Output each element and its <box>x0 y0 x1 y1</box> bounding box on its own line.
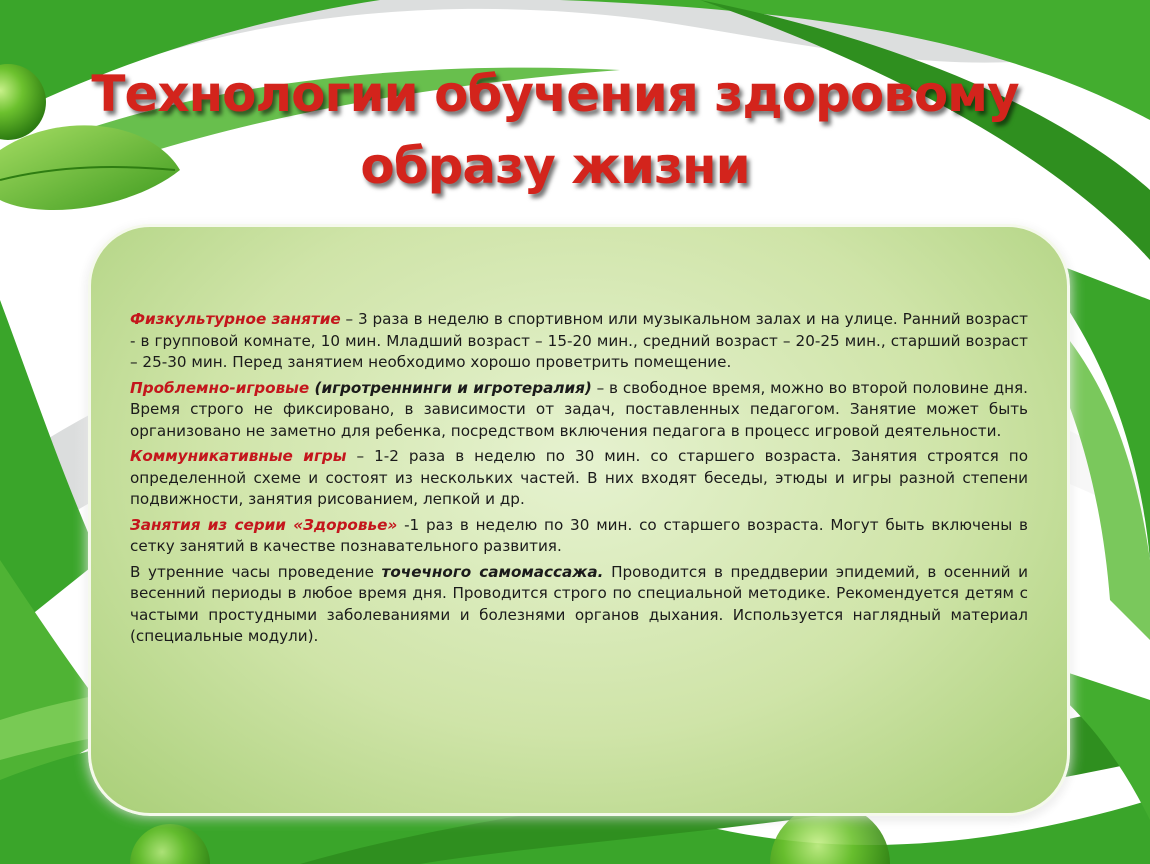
term-physical-education: Физкультурное занятие <box>130 310 341 328</box>
paragraph-text: – 3 раза в неделю в спортивном или музыкальном залах и на улице. Ранний возраст - в групповой комнате, 10 мин. Младший возраст – 15-20 мин., средний возраст – 20-25 мин., старший возраст – 25-30 мин. Перед занятием необходимо хорошо проветрить помещение. <box>130 310 1028 371</box>
content-text <box>130 309 1028 652</box>
term-self-massage: точечного самомассажа. <box>381 562 604 581</box>
paragraph-physical-education <box>130 309 1028 374</box>
title-line-2: образу жизни <box>360 137 750 195</box>
term-health-series: Занятия из серии «Здоровье» <box>130 515 398 534</box>
paragraph-self-massage <box>130 562 1028 648</box>
slide-title <box>0 58 1110 202</box>
paragraph-text: – в свободное время, можно во второй половине дня. Время строго не фиксировано, в зависимости от задач, поставленных педагогом. Занятие может быть организовано не заметно для ребенка, посредством включения педагога в процесс игровой деятельности. <box>130 378 1028 440</box>
paragraph-text: Проводится в преддверии эпидемий, в осенний и весенний периоды в любое время дня. Проводится строго по специальной методике. Рекомендуется детям с частыми простудными заболеваниями и болезнями органов дыхания. Используется наглядный материал (специальные модули). <box>130 562 1028 645</box>
term-problem-games: Проблемно-игровые <box>130 378 310 397</box>
paragraph-communicative-games <box>130 446 1028 511</box>
term-extra: (игротреннинги и игротералия) <box>309 378 592 397</box>
paragraph-problem-games <box>130 378 1028 443</box>
paragraph-health-series <box>130 515 1028 558</box>
paragraph-text: – 1-2 раза в неделю по 30 мин. со старшего возраста. Занятия строятся по определенной схеме и состоят из нескольких частей. В них входят беседы, этюды и игры разной степени подвижности, занятия рисованием, лепкой и др. <box>130 447 1028 508</box>
term-communicative-games: Коммуникативные игры <box>130 447 347 465</box>
paragraph-text: -1 раз в неделю по 30 мин. со старшего возраста. Могут быть включены в сетку занятий в качестве познавательного развития. <box>130 515 1028 555</box>
paragraph-text-before: В утренние часы проведение <box>130 562 382 581</box>
title-line-1: Технологии обучения здоровому <box>91 65 1019 123</box>
